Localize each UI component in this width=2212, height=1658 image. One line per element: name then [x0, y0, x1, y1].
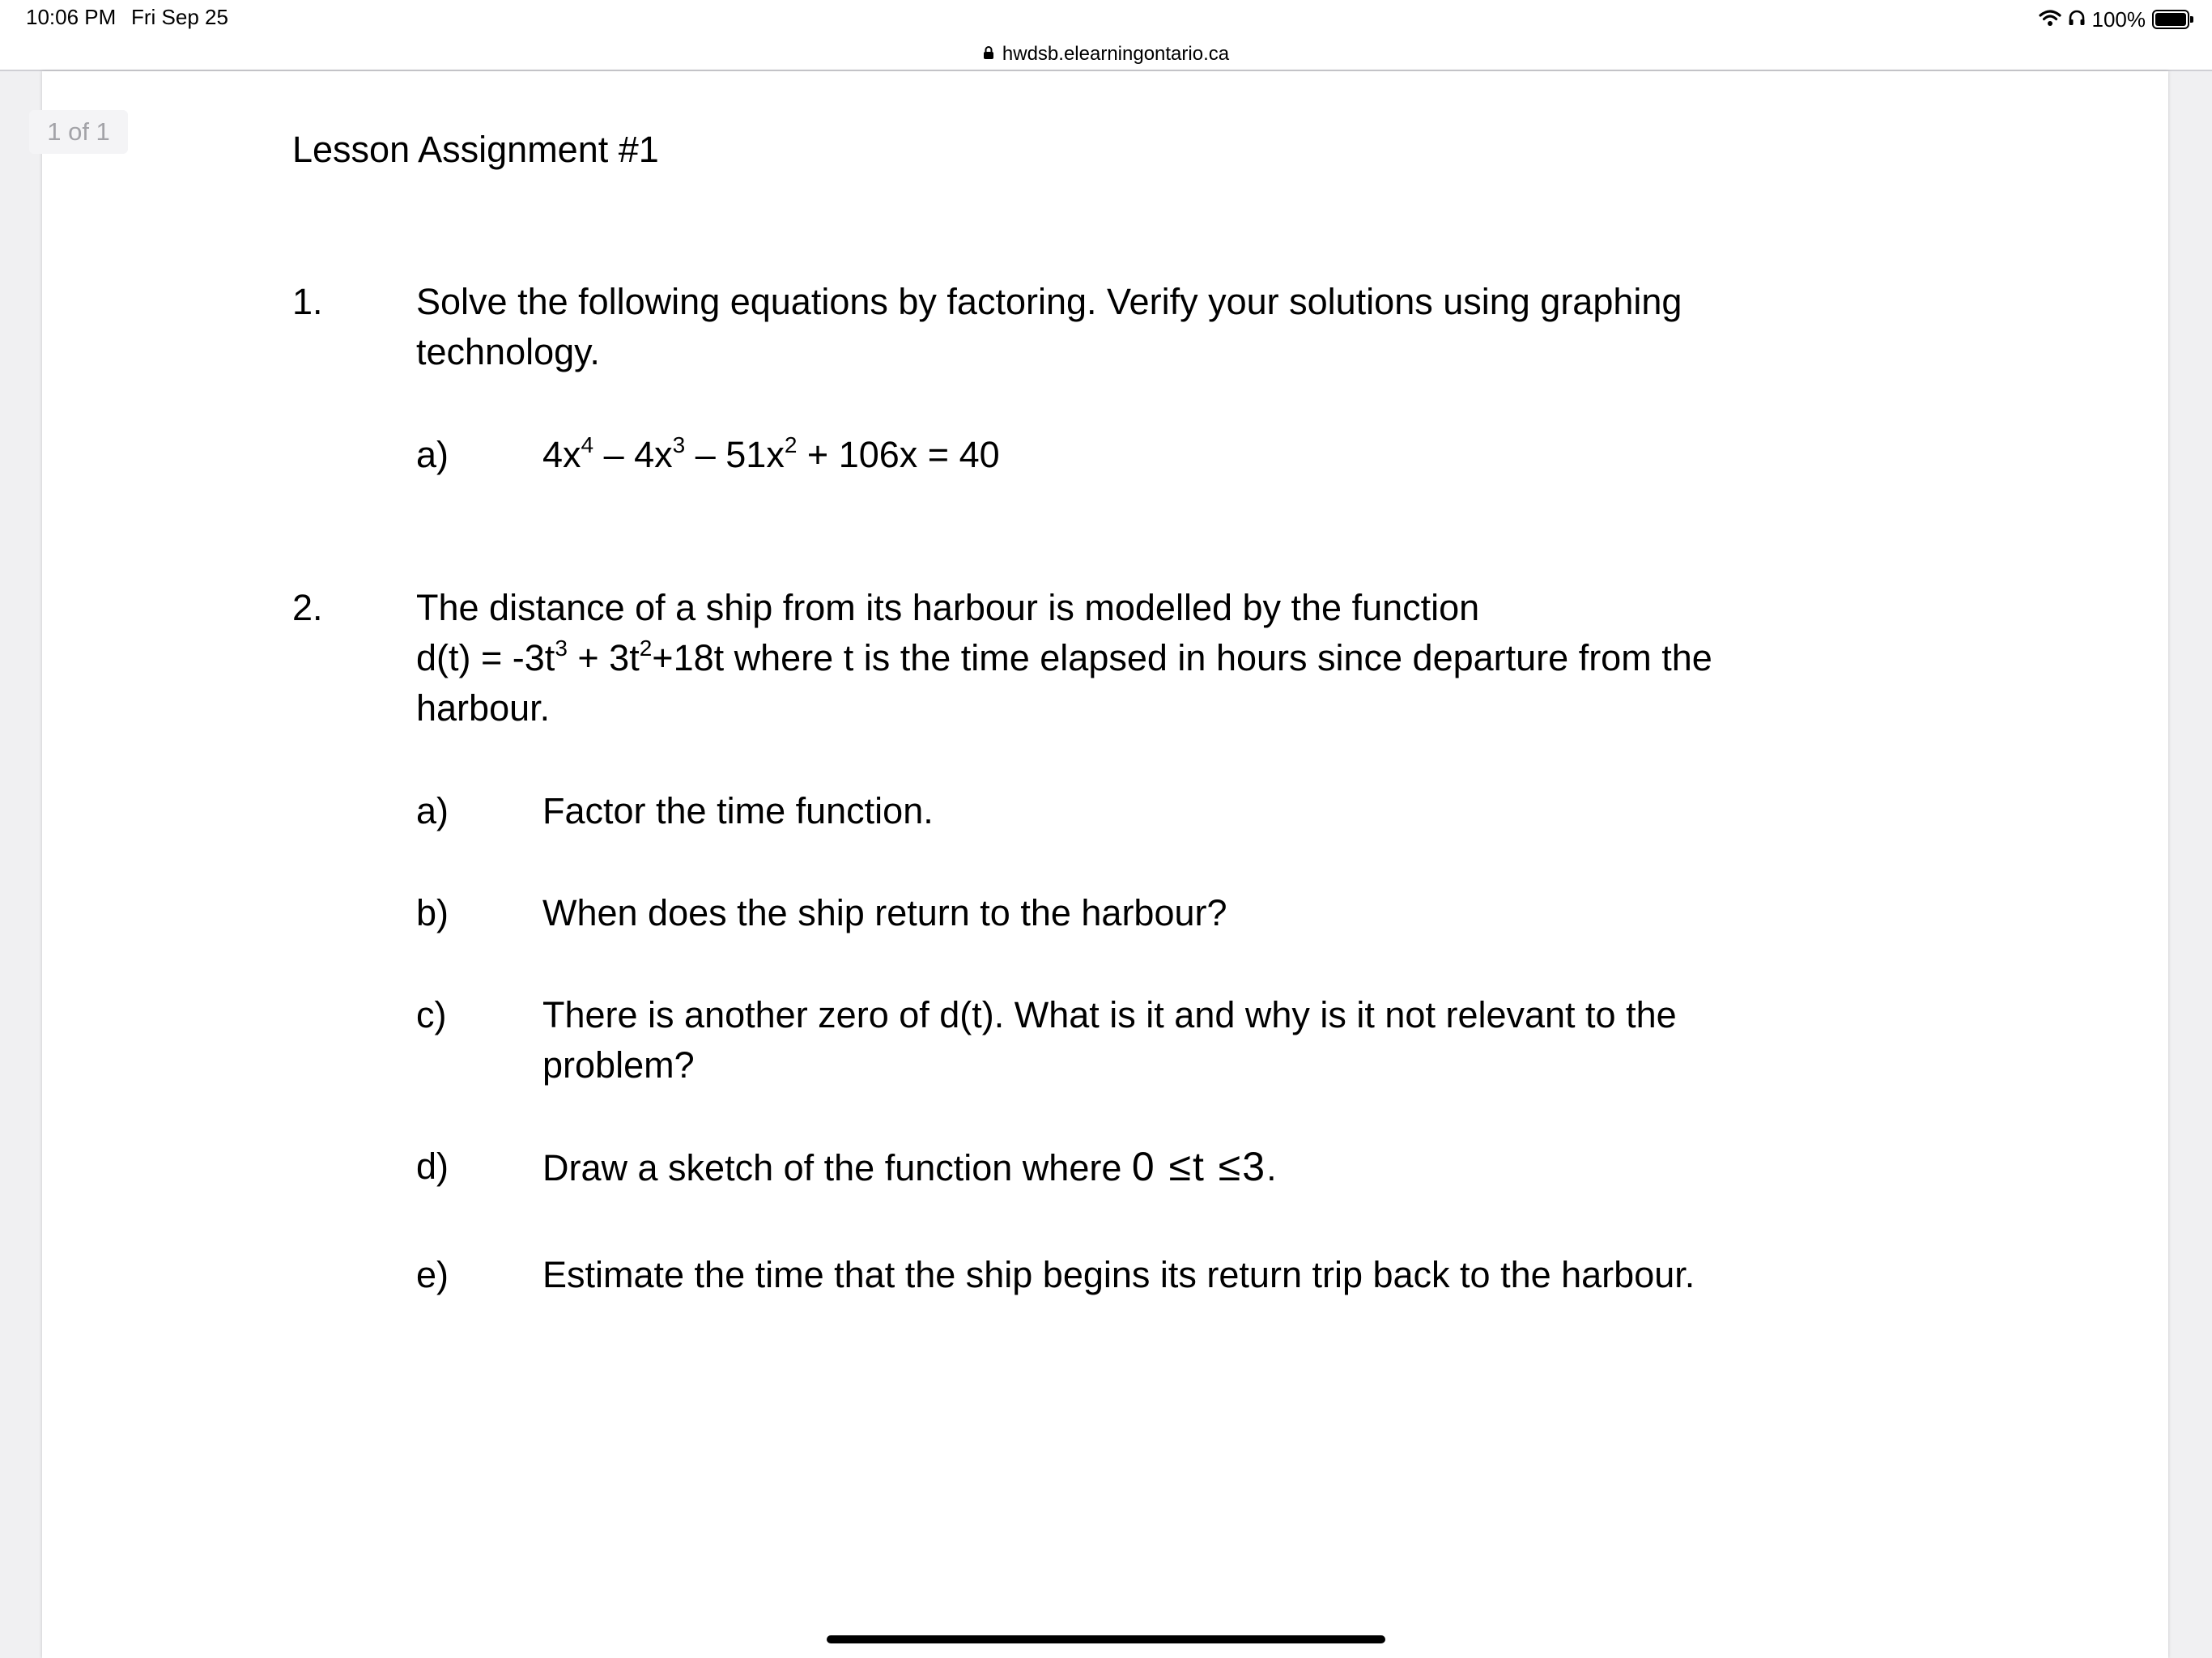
wifi-icon — [2039, 7, 2061, 32]
battery-icon — [2152, 10, 2189, 29]
battery-percentage: 100% — [2091, 6, 2146, 32]
question-2e-label: e) — [416, 1254, 449, 1295]
question-2-number: 2. — [292, 587, 323, 628]
status-bar — [0, 0, 2212, 39]
status-date: Fri Sep 25 — [131, 5, 228, 29]
home-indicator[interactable] — [827, 1635, 1385, 1643]
question-2c-label: c) — [416, 994, 447, 1035]
inequality: 0 ≤t ≤3 — [1131, 1144, 1267, 1189]
url-text: hwdsb.elearningontario.ca — [1002, 43, 1230, 65]
status-indicators — [2039, 5, 2190, 34]
question-2-function: $d(t) = -3t^3 + 3t^2+18t$ where t is the time elapsed in hours since departure from the harbour. — [416, 636, 1712, 729]
headphones-icon — [2068, 7, 2086, 32]
question-1-number: 1. — [292, 281, 323, 322]
url-display[interactable] — [0, 39, 2212, 70]
question-2d-label: d) — [416, 1146, 449, 1187]
question-1a-equation: $4x^4 - 4x^3 - 51x^2 + 106x = 40$ — [542, 432, 1000, 475]
question-2b-label: b) — [416, 892, 449, 933]
document-title: Lesson Assignment #1 — [292, 129, 659, 170]
question-1a-label: a) — [416, 434, 449, 475]
question-2b-text: When does the ship return to the harbour? — [542, 892, 1227, 933]
page-indicator: 1 of 1 — [29, 110, 128, 154]
question-2c-text: There is another zero of d(t). What is it and why is it not relevant to the problem? — [542, 994, 1677, 1086]
question-2-line1: The distance of a ship from its harbour is modelled by the function — [416, 587, 1480, 628]
question-2a-label: a) — [416, 790, 449, 831]
lock-icon — [983, 43, 994, 66]
status-time: 10:06 PM — [26, 5, 117, 29]
question-2d-text: Draw a sketch of the function where 0 ≤t ≤3. — [542, 1144, 1277, 1189]
address-bar[interactable] — [0, 39, 2212, 71]
question-2e-text: Estimate the time that the ship begins its return trip back to the harbour. — [542, 1254, 1695, 1295]
question-2a-text: Factor the time function. — [542, 790, 934, 831]
question-1-text: Solve the following equations by factoring. Verify your solutions using graphing technology. — [416, 281, 1682, 372]
